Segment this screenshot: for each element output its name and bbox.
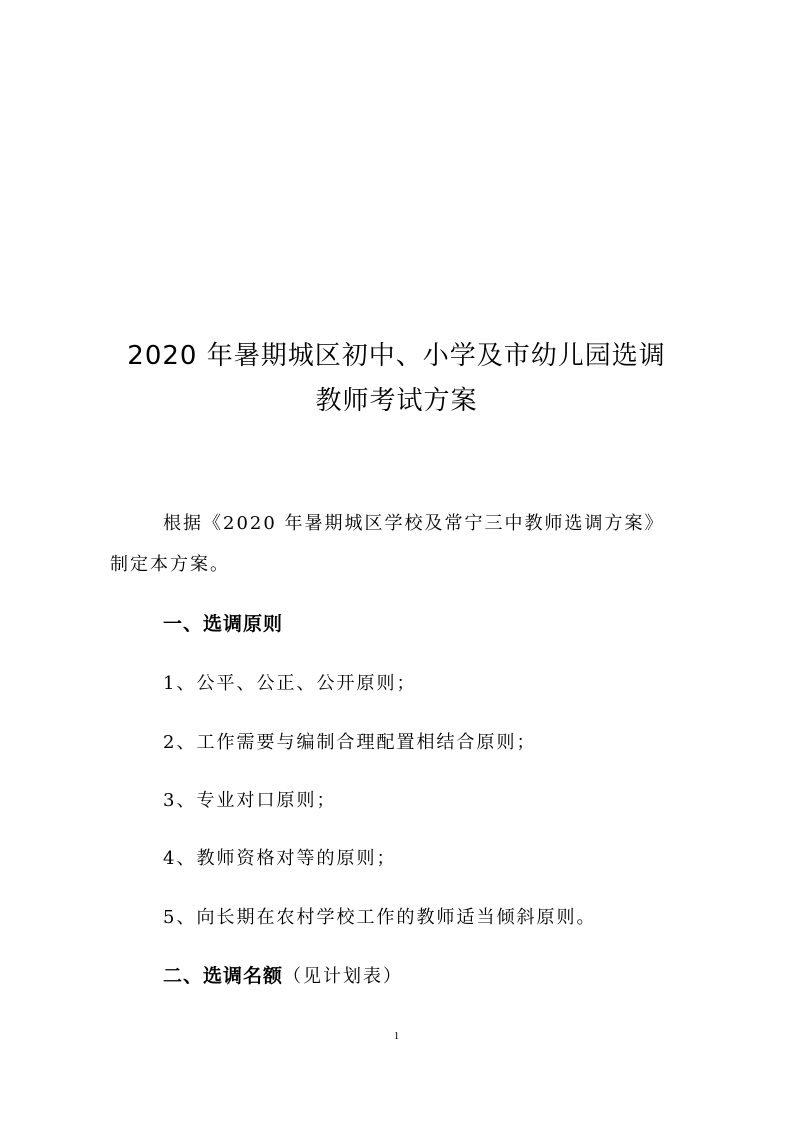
document-title-line-1: 2020 年暑期城区初中、小学及市幼儿园选调 xyxy=(127,341,666,371)
page-number: 1 xyxy=(393,1030,400,1042)
document-title-line-2: 教师考试方案 xyxy=(315,386,478,416)
principle-item-4: 4、教师资格对等的原则； xyxy=(163,848,397,869)
intro-paragraph-line-1: 根据《2020 年暑期城区学校及常宁三中教师选调方案》 xyxy=(163,513,665,534)
principle-item-5: 5、向长期在农村学校工作的教师适当倾斜原则。 xyxy=(163,907,597,928)
section-heading-quota-text: 二、选调名额 xyxy=(163,965,284,987)
intro-paragraph-line-2: 制定本方案。 xyxy=(110,554,230,575)
section-heading-quota xyxy=(163,967,403,986)
section-heading-quota-note: （见计划表） xyxy=(283,966,404,987)
section-heading-principles: 一、选调原则 xyxy=(163,613,284,635)
principle-item-1: 1、公平、公正、公开原则； xyxy=(163,673,417,694)
principle-item-2: 2、工作需要与编制合理配置相结合原则； xyxy=(163,732,537,753)
principle-item-3: 3、专业对口原则； xyxy=(163,790,337,811)
